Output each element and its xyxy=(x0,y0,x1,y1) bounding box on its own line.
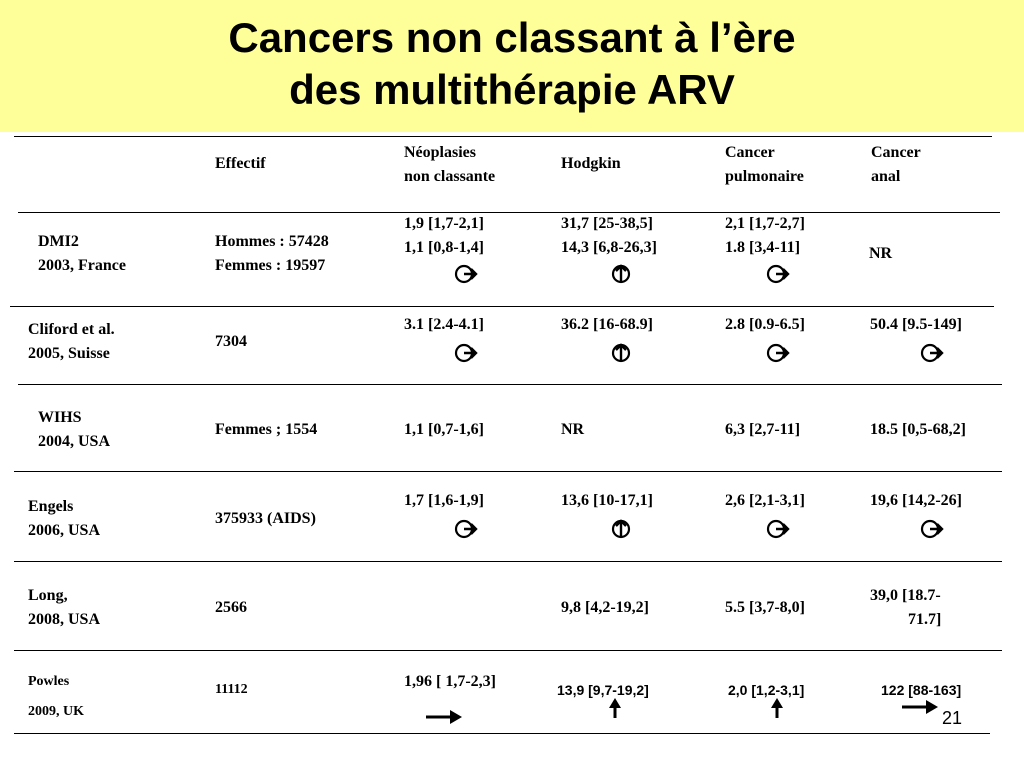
row-dmi2-effectif-l2: Femmes : 19597 xyxy=(215,257,326,274)
table-rule-row1 xyxy=(10,306,994,307)
header-anal-l1: Cancer xyxy=(871,144,921,161)
page-number: 21 xyxy=(941,708,962,728)
row-powles-pulmonaire: 2,0 [1,2-3,1] xyxy=(728,682,805,698)
row-long-anal xyxy=(870,584,941,632)
arrow-right-icon xyxy=(902,698,938,721)
arrow-right-circle-icon xyxy=(454,263,478,285)
table-rule-row3 xyxy=(14,471,1002,472)
arrow-up-icon xyxy=(769,698,785,723)
row-wihs-study xyxy=(38,406,110,454)
arrow-right-icon xyxy=(426,708,462,731)
row-engels-study xyxy=(28,495,100,543)
header-pulmonaire-l1: Cancer xyxy=(725,144,775,161)
row-long-effectif: 2566 xyxy=(215,599,247,616)
row-engels-effectif: 375933 (AIDS) xyxy=(215,510,316,527)
row-dmi2-study xyxy=(38,230,126,278)
header-anal xyxy=(871,141,921,189)
row-wihs-hodgkin: NR xyxy=(561,421,585,438)
table-rule-top xyxy=(14,136,992,137)
row-powles-hodgkin: 13,9 [9,7-19,2] xyxy=(557,682,649,698)
header-hodgkin: Hodgkin xyxy=(561,155,621,172)
row-long-study-l1: Long, xyxy=(28,587,68,604)
row-dmi2-study-l1: DMI2 xyxy=(38,233,79,250)
row-cliford-neoplasies: 3.1 [2.4-4.1] xyxy=(404,316,484,333)
arrow-up-circle-icon xyxy=(609,263,633,285)
slide-title-line2: des multithérapie ARV xyxy=(289,66,735,113)
row-engels-study-l1: Engels xyxy=(28,498,74,515)
row-powles-neoplasies: 1,96 [ 1,7-2,3] xyxy=(404,673,496,690)
header-anal-l2: anal xyxy=(871,168,901,185)
table-rule-bottom xyxy=(14,733,990,734)
row-dmi2-pulmonaire-l1: 2,1 [1,7-2,7] xyxy=(725,215,805,232)
row-powles-study-l2: 2009, UK xyxy=(28,704,84,719)
header-pulmonaire xyxy=(725,141,804,189)
row-dmi2-neoplasies-l2: 1,1 [0,8-1,4] xyxy=(404,239,484,256)
row-powles-anal: 122 [88-163] xyxy=(881,682,962,698)
row-wihs-neoplasies: 1,1 [0,7-1,6] xyxy=(404,421,484,438)
row-cliford-study xyxy=(28,318,115,366)
table-rule-row5 xyxy=(14,650,1002,651)
row-cliford-study-l2: 2005, Suisse xyxy=(28,345,110,362)
slide-title-line1: Cancers non classant à l’ère xyxy=(228,14,796,61)
row-cliford-anal: 50.4 [9.5-149] xyxy=(870,316,962,333)
row-dmi2-neoplasies xyxy=(404,212,484,260)
row-powles-effectif: 11112 xyxy=(215,682,248,697)
row-dmi2-hodgkin xyxy=(561,212,657,260)
row-long-anal-l2: 71.7] xyxy=(908,611,942,628)
row-dmi2-study-l2: 2003, France xyxy=(38,257,126,274)
row-dmi2-pulmonaire-l2: 1.8 [3,4-11] xyxy=(725,239,801,256)
arrow-up-circle-icon xyxy=(609,342,633,364)
row-dmi2-effectif-l1: Hommes : 57428 xyxy=(215,233,329,250)
row-wihs-pulmonaire: 6,3 [2,7-11] xyxy=(725,421,801,438)
row-dmi2-pulmonaire xyxy=(725,212,805,260)
row-engels-study-l2: 2006, USA xyxy=(28,522,101,539)
row-dmi2-hodgkin-l2: 14,3 [6,8-26,3] xyxy=(561,239,657,256)
row-wihs-effectif: Femmes ; 1554 xyxy=(215,421,318,438)
table-rule-row4 xyxy=(14,561,1002,562)
row-cliford-study-l1: Cliford et al. xyxy=(28,321,115,338)
header-pulmonaire-l2: pulmonaire xyxy=(725,168,804,185)
row-engels-hodgkin: 13,6 [10-17,1] xyxy=(561,492,653,509)
table-rule-row2 xyxy=(18,384,1002,385)
row-dmi2-effectif xyxy=(215,230,329,278)
arrow-right-circle-icon xyxy=(920,518,944,540)
row-long-study-l2: 2008, USA xyxy=(28,611,101,628)
arrow-right-circle-icon xyxy=(920,342,944,364)
row-wihs-anal: 18.5 [0,5-68,2] xyxy=(870,421,966,438)
row-long-anal-l1: 39,0 [18.7- xyxy=(870,587,941,604)
row-dmi2-neoplasies-l1: 1,9 [1,7-2,1] xyxy=(404,215,484,232)
row-long-hodgkin: 9,8 [4,2-19,2] xyxy=(561,599,649,616)
header-neoplasies-l1: Néoplasies xyxy=(404,144,476,161)
arrow-right-circle-icon xyxy=(766,263,790,285)
row-cliford-effectif: 7304 xyxy=(215,333,247,350)
row-long-study xyxy=(28,584,100,632)
arrow-right-circle-icon xyxy=(454,342,478,364)
arrow-right-circle-icon xyxy=(454,518,478,540)
arrow-right-circle-icon xyxy=(766,518,790,540)
row-engels-pulmonaire: 2,6 [2,1-3,1] xyxy=(725,492,805,509)
row-engels-neoplasies: 1,7 [1,6-1,9] xyxy=(404,492,484,509)
header-neoplasies-l2: non classante xyxy=(404,168,496,185)
arrow-up-circle-icon xyxy=(609,518,633,540)
arrow-up-icon xyxy=(607,698,623,723)
row-dmi2-anal: NR xyxy=(869,245,893,262)
header-effectif: Effectif xyxy=(215,155,266,172)
row-dmi2-hodgkin-l1: 31,7 [25-38,5] xyxy=(561,215,653,232)
header-neoplasies xyxy=(404,141,495,189)
row-powles-study-l1: Powles xyxy=(28,674,70,689)
table-rule-header xyxy=(18,212,1000,213)
row-cliford-hodgkin: 36.2 [16-68.9] xyxy=(561,316,653,333)
row-cliford-pulmonaire: 2.8 [0.9-6.5] xyxy=(725,316,805,333)
row-engels-anal: 19,6 [14,2-26] xyxy=(870,492,962,509)
row-wihs-study-l1: WIHS xyxy=(38,409,82,426)
slide-title xyxy=(0,12,1024,116)
row-long-pulmonaire: 5.5 [3,7-8,0] xyxy=(725,599,805,616)
arrow-right-circle-icon xyxy=(766,342,790,364)
row-wihs-study-l2: 2004, USA xyxy=(38,433,111,450)
